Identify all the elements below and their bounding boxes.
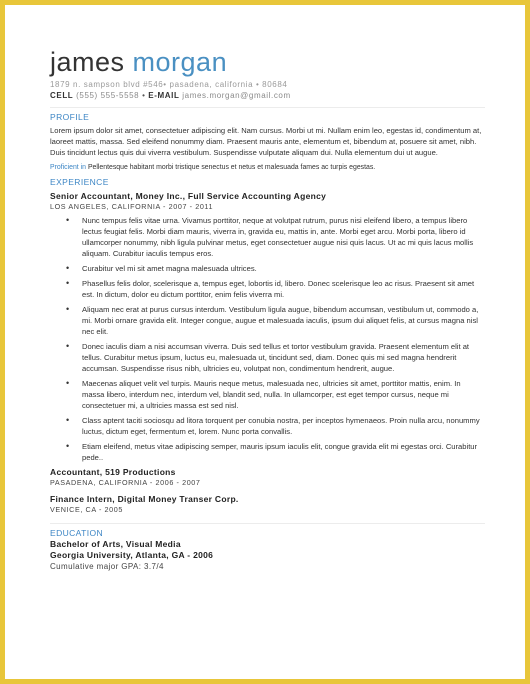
- cell-label: CELL: [50, 91, 74, 100]
- duty-item: • Maecenas aliquet velit vel turpis. Mauris neque metus, malesuada nec, ultricies sit amet, porttitor mattis, enim. In massa libero, interdum nec, interdum vel, blandit sed, nulla. In ullamcorper, est eget tempor cursus, neque mi consectetuer mi, a ultricies massa est sed nisl.: [66, 377, 461, 411]
- duty-item: • Aliquam nec erat at purus cursus interdum. Vestibulum ligula augue, bibendum accumsan, vestibulum ut, commodo a, mi. Morbi ornare gravida elit. Integer congue, augue et malesuada iaculis, ipsum dui aliquet felis, at cursus magna nisl nec elit.: [66, 303, 479, 337]
- bullet-icon: •: [66, 263, 70, 274]
- profile-heading: PROFILE: [50, 112, 90, 122]
- duty-item: • Donec iaculis diam a nisi accumsan viverra. Duis sed tellus et tortor vestibulum gravida. Praesent elementum elit at tellus. Curabitur metus ipsum, luctus eu, malesuada ut, tincidunt sed, diam. Donec quis mi sed magna hendrerit accumsan. Suspendisse risus nibh, ultricies eu, volutpat non, condimentum hendrerit, augue.: [66, 340, 470, 374]
- resume-page: [5, 5, 525, 679]
- experience-heading: EXPERIENCE: [50, 176, 109, 187]
- job-title: Finance Intern, Digital Money Transer Corp.: [50, 493, 239, 504]
- bullet-icon: •: [66, 377, 70, 388]
- first-name: james: [50, 47, 125, 77]
- degree: Bachelor of Arts, Visual Media: [50, 538, 181, 549]
- divider: [50, 107, 485, 108]
- bullet-icon: •: [66, 340, 70, 351]
- email-label: E-MAIL: [148, 91, 180, 100]
- address: 1879 n. sampson blvd #546• pasadena, california • 80684: [50, 80, 288, 89]
- job-location-dates: VENICE, CA - 2005: [50, 504, 123, 514]
- contact-separator: •: [142, 91, 146, 100]
- duty-item: • Curabitur vel mi sit amet magna malesuada ultrices.: [66, 263, 257, 274]
- education-heading: EDUCATION: [50, 527, 104, 538]
- email-address: james.morgan@gmail.com: [182, 91, 291, 100]
- cell-number: (555) 555-5558: [76, 91, 140, 100]
- school: Georgia University, Atlanta, GA - 2006: [50, 549, 214, 560]
- bullet-icon: •: [66, 415, 70, 426]
- proficient-line: [50, 162, 485, 173]
- proficient-label: Proficient in: [50, 163, 87, 171]
- duty-item: • Nunc tempus felis vitae urna. Vivamus porttitor, neque at volutpat rutrum, purus nisi eleifend libero, a tempus libero lectus feugiat felis. Morbi diam mauris, viverra in, gravida eu, mattis in, ante. Morbi eget arcu. Morbi porta, libero id ullamcorper nonummy, nibh ligula pulvinar metus, eget consectetuer augue nisi quis lacus. Ut ac mi quis lacus mollis aliquam. Curabitur iaculis tempus eros.: [66, 214, 474, 259]
- job-location-dates: PASADENA, CALIFORNIA - 2006 - 2007: [50, 477, 201, 487]
- contact-line: [50, 90, 485, 101]
- bullet-icon: •: [66, 303, 70, 314]
- bullet-icon: •: [66, 214, 70, 225]
- bullet-icon: •: [66, 277, 70, 288]
- proficient-text: Pellentesque habitant morbi tristique senectus et netus et malesuada fames ac turpis egestas.: [87, 163, 376, 171]
- last-name: morgan: [132, 47, 228, 77]
- job-duties-list: [50, 215, 485, 464]
- candidate-name: [50, 47, 485, 77]
- job-location-dates: LOS ANGELES, CALIFORNIA - 2007 - 2011: [50, 201, 214, 211]
- duty-item: • Etiam eleifend, metus vitae adipiscing semper, mauris ipsum iaculis elit, congue gravida elit mi egestas orci. Curabitur pede..: [66, 440, 478, 463]
- duty-item: • Class aptent taciti sociosqu ad litora torquent per conubia nostra, per inceptos hymenaeos. Proin nulla arcu, nonummy luctus, dictum eget, fermentum et, lorem. Nunc porta convallis.: [66, 415, 480, 437]
- bullet-icon: •: [66, 440, 70, 451]
- profile-text: Lorem ipsum dolor sit amet, consectetuer adipiscing elit. Nam cursus. Morbi ut mi. Nullam enim leo, egestas id, condimentum at, laoreet mattis, massa. Sed eleifend nonummy diam. Praesent mauris ante, elementum et, bibendum at, posuere sit amet, nibh. Duis tincidunt lectus quis dui viverra vestibulum. Suspendisse vulputate aliquam dui. Nulla elementum dui ut augue.: [50, 126, 482, 158]
- job-title: Accountant, 519 Productions: [50, 466, 176, 477]
- resume-content: [50, 5, 485, 572]
- job-title: Senior Accountant, Money Inc., Full Service Accounting Agency: [50, 190, 327, 201]
- gpa: Cumulative major GPA: 3.7/4: [50, 561, 164, 571]
- duty-item: • Phasellus felis dolor, scelerisque a, tempus eget, lobortis id, libero. Donec scelerisque leo ac risus. Praesent sit amet est. In dictum, dolor eu dictum porttitor, enim felis viverra mi.: [66, 277, 475, 300]
- divider: [50, 523, 485, 524]
